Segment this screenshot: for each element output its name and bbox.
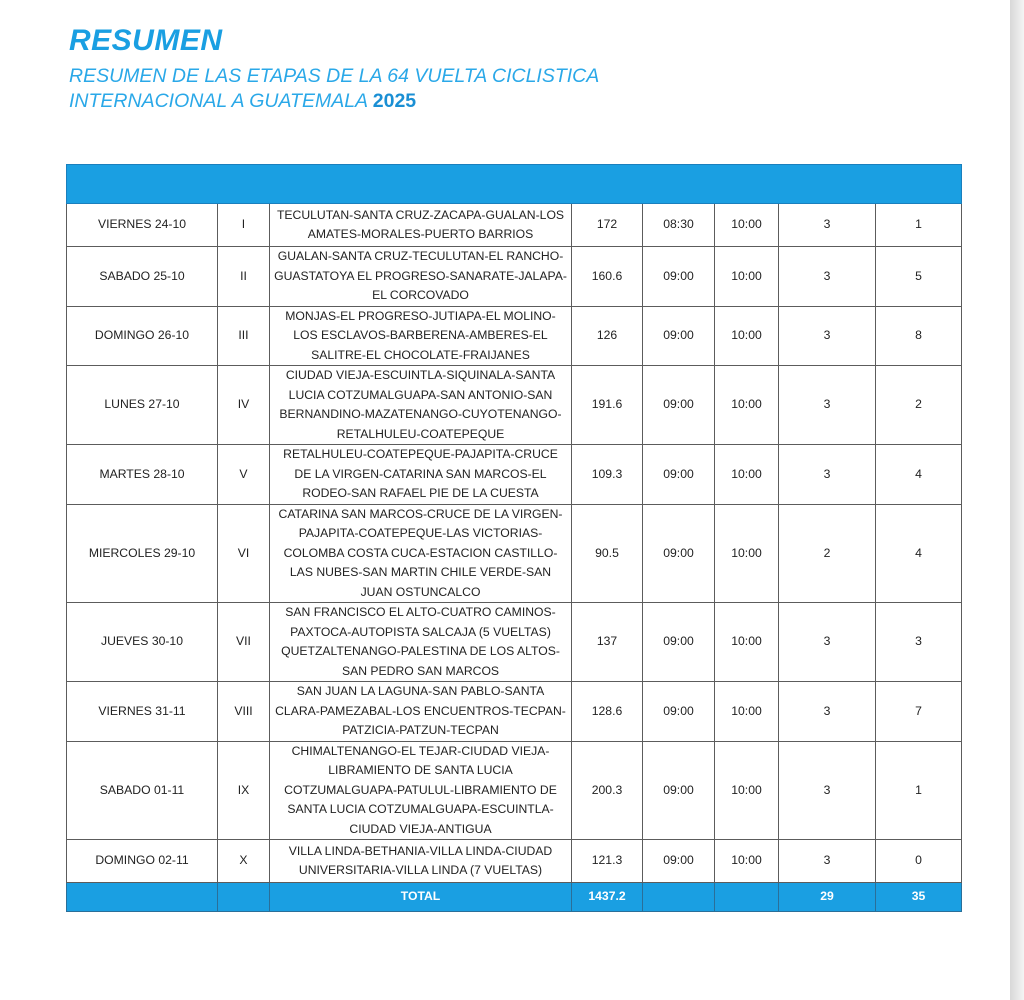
date-cell: VIERNES 31-11	[67, 682, 218, 742]
table-row	[67, 247, 962, 307]
col7-cell: 2	[779, 504, 876, 603]
table-row	[67, 306, 962, 366]
page-subtitle	[69, 64, 709, 114]
date-cell: SABADO 25-10	[67, 247, 218, 307]
total-empty-cell	[643, 883, 715, 912]
total-label: TOTAL	[270, 883, 572, 912]
time-cell: 10:00	[715, 445, 779, 505]
route-cell: TECULUTAN-SANTA CRUZ-ZACAPA-GUALAN-LOS AMATES-MORALES-PUERTO BARRIOS	[270, 204, 572, 247]
table-row	[67, 445, 962, 505]
stages-table	[66, 164, 962, 912]
distance-cell: 137	[572, 603, 643, 682]
col8-cell: 1	[876, 204, 962, 247]
date-cell: MIERCOLES 29-10	[67, 504, 218, 603]
col8-cell: 4	[876, 504, 962, 603]
stage-cell: III	[218, 306, 270, 366]
route-cell: MONJAS-EL PROGRESO-JUTIAPA-EL MOLINO-LOS ESCLAVOS-BARBERENA-AMBERES-EL SALITRE-EL CHOCOLATE-FRAIJANES	[270, 306, 572, 366]
col8-cell: 5	[876, 247, 962, 307]
total-row	[67, 883, 962, 912]
distance-cell: 126	[572, 306, 643, 366]
distance-cell: 128.6	[572, 682, 643, 742]
date-cell: JUEVES 30-10	[67, 603, 218, 682]
table-row	[67, 741, 962, 840]
total-empty-cell	[67, 883, 218, 912]
route-cell: CIUDAD VIEJA-ESCUINTLA-SIQUINALA-SANTA LUCIA COTZUMALGUAPA-SAN ANTONIO-SAN BERNANDINO-MAZATENANGO-CUYOTENANGO-RETALHULEU-COATEPEQUE	[270, 366, 572, 445]
route-cell: GUALAN-SANTA CRUZ-TECULUTAN-EL RANCHO-GUASTATOYA EL PROGRESO-SANARATE-JALAPA-EL CORCOVADO	[270, 247, 572, 307]
total-col8: 35	[876, 883, 962, 912]
date-cell: MARTES 28-10	[67, 445, 218, 505]
distance-cell: 109.3	[572, 445, 643, 505]
total-empty-cell	[218, 883, 270, 912]
total-col7: 29	[779, 883, 876, 912]
date-cell: LUNES 27-10	[67, 366, 218, 445]
col7-cell: 3	[779, 603, 876, 682]
date-cell: VIERNES 24-10	[67, 204, 218, 247]
stage-cell: II	[218, 247, 270, 307]
time-cell: 10:00	[715, 741, 779, 840]
col7-cell: 3	[779, 366, 876, 445]
date-cell: SABADO 01-11	[67, 741, 218, 840]
table-row	[67, 840, 962, 883]
route-cell: CATARINA SAN MARCOS-CRUCE DE LA VIRGEN-PAJAPITA-COATEPEQUE-LAS VICTORIAS-COLOMBA COSTA CUCA-ESTACION CASTILLO-LAS NUBES-SAN MARTIN CHILE VERDE-SAN JUAN OSTUNCALCO	[270, 504, 572, 603]
page-title: RESUMEN	[69, 24, 223, 57]
start-time-cell: 09:00	[643, 445, 715, 505]
time-cell: 10:00	[715, 603, 779, 682]
route-cell: SAN FRANCISCO EL ALTO-CUATRO CAMINOS-PAXTOCA-AUTOPISTA SALCAJA (5 VUELTAS) QUETZALTENANGO-PALESTINA DE LOS ALTOS-SAN PEDRO SAN MARCOS	[270, 603, 572, 682]
time-cell: 10:00	[715, 504, 779, 603]
stage-cell: VI	[218, 504, 270, 603]
time-cell: 10:00	[715, 306, 779, 366]
stages-table-body	[67, 165, 962, 912]
distance-cell: 160.6	[572, 247, 643, 307]
route-cell: VILLA LINDA-BETHANIA-VILLA LINDA-CIUDAD UNIVERSITARIA-VILLA LINDA (7 VUELTAS)	[270, 840, 572, 883]
col7-cell: 3	[779, 840, 876, 883]
time-cell: 10:00	[715, 247, 779, 307]
stage-cell: IV	[218, 366, 270, 445]
distance-cell: 90.5	[572, 504, 643, 603]
col8-cell: 3	[876, 603, 962, 682]
table-row	[67, 682, 962, 742]
col8-cell: 0	[876, 840, 962, 883]
start-time-cell: 09:00	[643, 682, 715, 742]
col8-cell: 4	[876, 445, 962, 505]
distance-cell: 191.6	[572, 366, 643, 445]
time-cell: 10:00	[715, 204, 779, 247]
col7-cell: 3	[779, 445, 876, 505]
start-time-cell: 09:00	[643, 247, 715, 307]
route-cell: RETALHULEU-COATEPEQUE-PAJAPITA-CRUCE DE LA VIRGEN-CATARINA SAN MARCOS-EL RODEO-SAN RAFAEL PIE DE LA CUESTA	[270, 445, 572, 505]
stage-cell: I	[218, 204, 270, 247]
route-cell: SAN JUAN LA LAGUNA-SAN PABLO-SANTA CLARA-PAMEZABAL-LOS ENCUENTROS-TECPAN-PATZICIA-PATZUN-TECPAN	[270, 682, 572, 742]
time-cell: 10:00	[715, 682, 779, 742]
total-distance: 1437.2	[572, 883, 643, 912]
start-time-cell: 08:30	[643, 204, 715, 247]
table-header-bar	[67, 165, 962, 204]
col7-cell: 3	[779, 741, 876, 840]
start-time-cell: 09:00	[643, 504, 715, 603]
table-row	[67, 204, 962, 247]
col7-cell: 3	[779, 204, 876, 247]
table-row	[67, 504, 962, 603]
distance-cell: 200.3	[572, 741, 643, 840]
col7-cell: 3	[779, 247, 876, 307]
stage-cell: VIII	[218, 682, 270, 742]
start-time-cell: 09:00	[643, 603, 715, 682]
distance-cell: 172	[572, 204, 643, 247]
page-edge-shadow	[1010, 0, 1024, 1000]
col8-cell: 2	[876, 366, 962, 445]
stage-cell: VII	[218, 603, 270, 682]
stage-cell: V	[218, 445, 270, 505]
start-time-cell: 09:00	[643, 366, 715, 445]
col8-cell: 1	[876, 741, 962, 840]
total-empty-cell	[715, 883, 779, 912]
col8-cell: 8	[876, 306, 962, 366]
subtitle-text: RESUMEN DE LAS ETAPAS DE LA 64 VUELTA CICLISTICA INTERNACIONAL A GUATEMALA	[69, 65, 599, 112]
route-cell: CHIMALTENANGO-EL TEJAR-CIUDAD VIEJA-LIBRAMIENTO DE SANTA LUCIA COTZUMALGUAPA-PATULUL-LIBRAMIENTO DE SANTA LUCIA COTZUMALGUAPA-ESCUINTLA-CIUDAD VIEJA-ANTIGUA	[270, 741, 572, 840]
col7-cell: 3	[779, 306, 876, 366]
distance-cell: 121.3	[572, 840, 643, 883]
date-cell: DOMINGO 26-10	[67, 306, 218, 366]
col7-cell: 3	[779, 682, 876, 742]
table-row	[67, 603, 962, 682]
subtitle-year: 2025	[372, 90, 417, 112]
start-time-cell: 09:00	[643, 840, 715, 883]
time-cell: 10:00	[715, 366, 779, 445]
stage-cell: IX	[218, 741, 270, 840]
date-cell: DOMINGO 02-11	[67, 840, 218, 883]
time-cell: 10:00	[715, 840, 779, 883]
start-time-cell: 09:00	[643, 306, 715, 366]
header-bar-cell	[67, 165, 962, 204]
table-row	[67, 366, 962, 445]
col8-cell: 7	[876, 682, 962, 742]
stage-cell: X	[218, 840, 270, 883]
start-time-cell: 09:00	[643, 741, 715, 840]
